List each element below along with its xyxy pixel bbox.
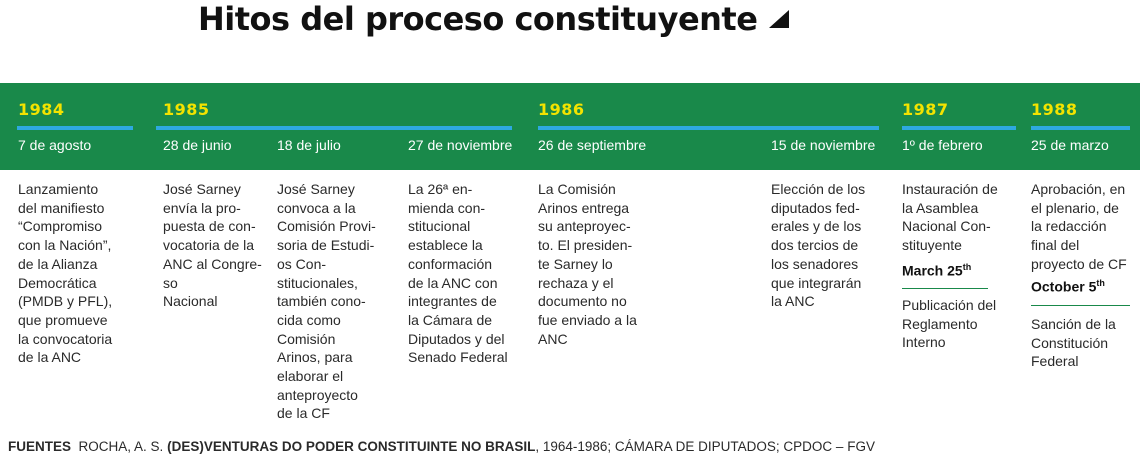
sub-date-suffix: th: [962, 262, 972, 272]
year-1986: 1986: [538, 100, 585, 119]
desc-line: ANC: [538, 330, 568, 347]
desc-line: Federal: [1031, 353, 1079, 370]
desc-line: Interno: [902, 334, 946, 351]
desc-line: La Comisión: [538, 181, 616, 197]
desc-line: conformación: [408, 255, 493, 272]
desc-line: con la Nación”,: [18, 237, 112, 254]
desc-line: de la ANC con: [408, 274, 498, 291]
event-date: 7 de agosto: [18, 137, 92, 153]
desc-line: rechaza y el: [538, 274, 614, 291]
desc-line: soria de Estudi-: [277, 237, 375, 254]
desc-line: convoca a la: [277, 199, 356, 216]
sub-date-text: March 25: [902, 262, 963, 279]
desc-line: también cono-: [277, 293, 366, 310]
desc-line: de la CF: [277, 405, 330, 422]
desc-line: to. El presiden-: [538, 237, 633, 254]
event-date: 18 de julio: [277, 137, 341, 153]
desc-line: stituyente: [902, 237, 962, 254]
event-date: 28 de junio: [163, 137, 232, 153]
sub-event-date: [1031, 278, 1105, 295]
desc-line: vocatoria de la: [163, 237, 255, 254]
desc-line: Aprobación, en: [1031, 181, 1126, 197]
desc-line: Comisión: [277, 330, 336, 347]
event-date: 1º de febrero: [902, 137, 983, 153]
source-note: [8, 439, 875, 454]
desc-line: “Compromiso: [18, 218, 103, 235]
desc-line: elaborar el: [277, 368, 344, 385]
desc-line: la Asamblea: [902, 199, 979, 216]
desc-line: (PMDB y PFL),: [18, 293, 113, 310]
desc-line: del manifiesto: [18, 199, 105, 216]
desc-line: proyecto de CF: [1031, 255, 1127, 272]
event-description: [538, 180, 637, 348]
year-line-1988: [1031, 126, 1130, 130]
desc-line: documento no: [538, 293, 627, 310]
desc-line: Constitución: [1031, 334, 1109, 351]
year-line-1985: [156, 126, 512, 130]
desc-line: stitucional: [408, 218, 471, 235]
desc-line: erales y de los: [771, 218, 862, 235]
sub-date-suffix: th: [1096, 278, 1105, 288]
year-1988: 1988: [1031, 100, 1078, 119]
desc-line: su anteproyec-: [538, 218, 631, 235]
event-description: [18, 180, 112, 367]
desc-line: integrantes de: [408, 293, 497, 310]
desc-line: de la Alianza: [18, 255, 98, 272]
desc-line: el plenario, de: [1031, 199, 1119, 216]
desc-line: stitucionales,: [277, 274, 358, 291]
event-description: [163, 180, 262, 311]
desc-line: Elección de los: [771, 181, 866, 197]
desc-line: de la ANC: [18, 349, 82, 366]
year-1984: 1984: [18, 100, 65, 119]
source-author: ROCHA, A. S.: [78, 439, 164, 454]
desc-line: os Con-: [277, 255, 327, 272]
source-rest: , 1964-1986; CÁMARA DE DIPUTADOS; CPDOC – FGV: [535, 439, 875, 454]
desc-line: Publicación del: [902, 297, 997, 313]
desc-line: Sanción de la: [1031, 316, 1116, 332]
event-date: 26 de septiembre: [538, 137, 647, 153]
desc-line: José Sarney: [277, 181, 355, 197]
event-date: 25 de marzo: [1031, 137, 1109, 153]
desc-line: fue enviado a la: [538, 311, 637, 328]
desc-line: dos tercios de: [771, 237, 859, 254]
desc-line: Diputados y del: [408, 330, 505, 347]
triangle-icon: [769, 10, 789, 28]
desc-line: la ANC: [771, 293, 815, 310]
source-label: FUENTES: [8, 439, 72, 454]
desc-line: que integrarán: [771, 274, 862, 291]
year-1985: 1985: [163, 100, 210, 119]
desc-line: Instauración de: [902, 181, 998, 197]
page-title: [198, 0, 789, 38]
desc-line: los senadores: [771, 255, 859, 272]
title-text: Hitos del proceso constituyente: [198, 0, 758, 38]
desc-line: mienda con-: [408, 199, 486, 216]
event-date: 27 de noviembre: [408, 137, 513, 153]
source-work: (DES)VENTURAS DO PODER CONSTITUINTE NO BRASIL: [167, 439, 536, 454]
desc-line: anteproyecto: [277, 386, 358, 403]
desc-line: Arinos entrega: [538, 199, 630, 216]
desc-line: cida como: [277, 311, 341, 328]
sub-event-line: [902, 288, 988, 289]
desc-line: la convocatoria: [18, 330, 113, 347]
desc-line: ANC al Congre-: [163, 255, 262, 272]
sub-date-text: October 5: [1031, 278, 1097, 295]
sub-event-description: [1031, 315, 1116, 371]
desc-line: la redacción: [1031, 218, 1107, 235]
desc-line: establece la: [408, 237, 483, 254]
event-description: [408, 180, 508, 367]
year-line-1986: [538, 126, 879, 130]
desc-line: final del: [1031, 237, 1080, 254]
desc-line: te Sarney lo: [538, 255, 613, 272]
desc-line: so: [163, 274, 178, 291]
desc-line: José Sarney: [163, 181, 241, 197]
event-description: [902, 180, 998, 255]
desc-line: la Cámara de: [408, 311, 493, 328]
year-line-1984: [17, 126, 133, 130]
sub-event-description: [902, 296, 996, 352]
event-description: [771, 180, 865, 311]
desc-line: Nacional: [163, 293, 218, 310]
sub-event-date: [902, 262, 971, 279]
year-line-1987: [902, 126, 1016, 130]
desc-line: puesta de con-: [163, 218, 256, 235]
year-1987: 1987: [902, 100, 949, 119]
desc-line: envía la pro-: [163, 199, 241, 216]
event-date: 15 de noviembre: [771, 137, 876, 153]
desc-line: La 26ª en-: [408, 181, 473, 197]
desc-line: diputados fed-: [771, 199, 860, 216]
desc-line: Senado Federal: [408, 349, 508, 366]
desc-line: Reglamento: [902, 315, 978, 332]
event-description: [277, 180, 376, 423]
desc-line: Arinos, para: [277, 349, 353, 366]
desc-line: Nacional Con-: [902, 218, 991, 235]
event-description: [1031, 180, 1127, 274]
desc-line: Comisión Provi-: [277, 218, 376, 235]
desc-line: Democrática: [18, 274, 97, 291]
desc-line: que promueve: [18, 311, 108, 328]
sub-event-line: [1031, 305, 1130, 306]
desc-line: Lanzamiento: [18, 181, 99, 197]
